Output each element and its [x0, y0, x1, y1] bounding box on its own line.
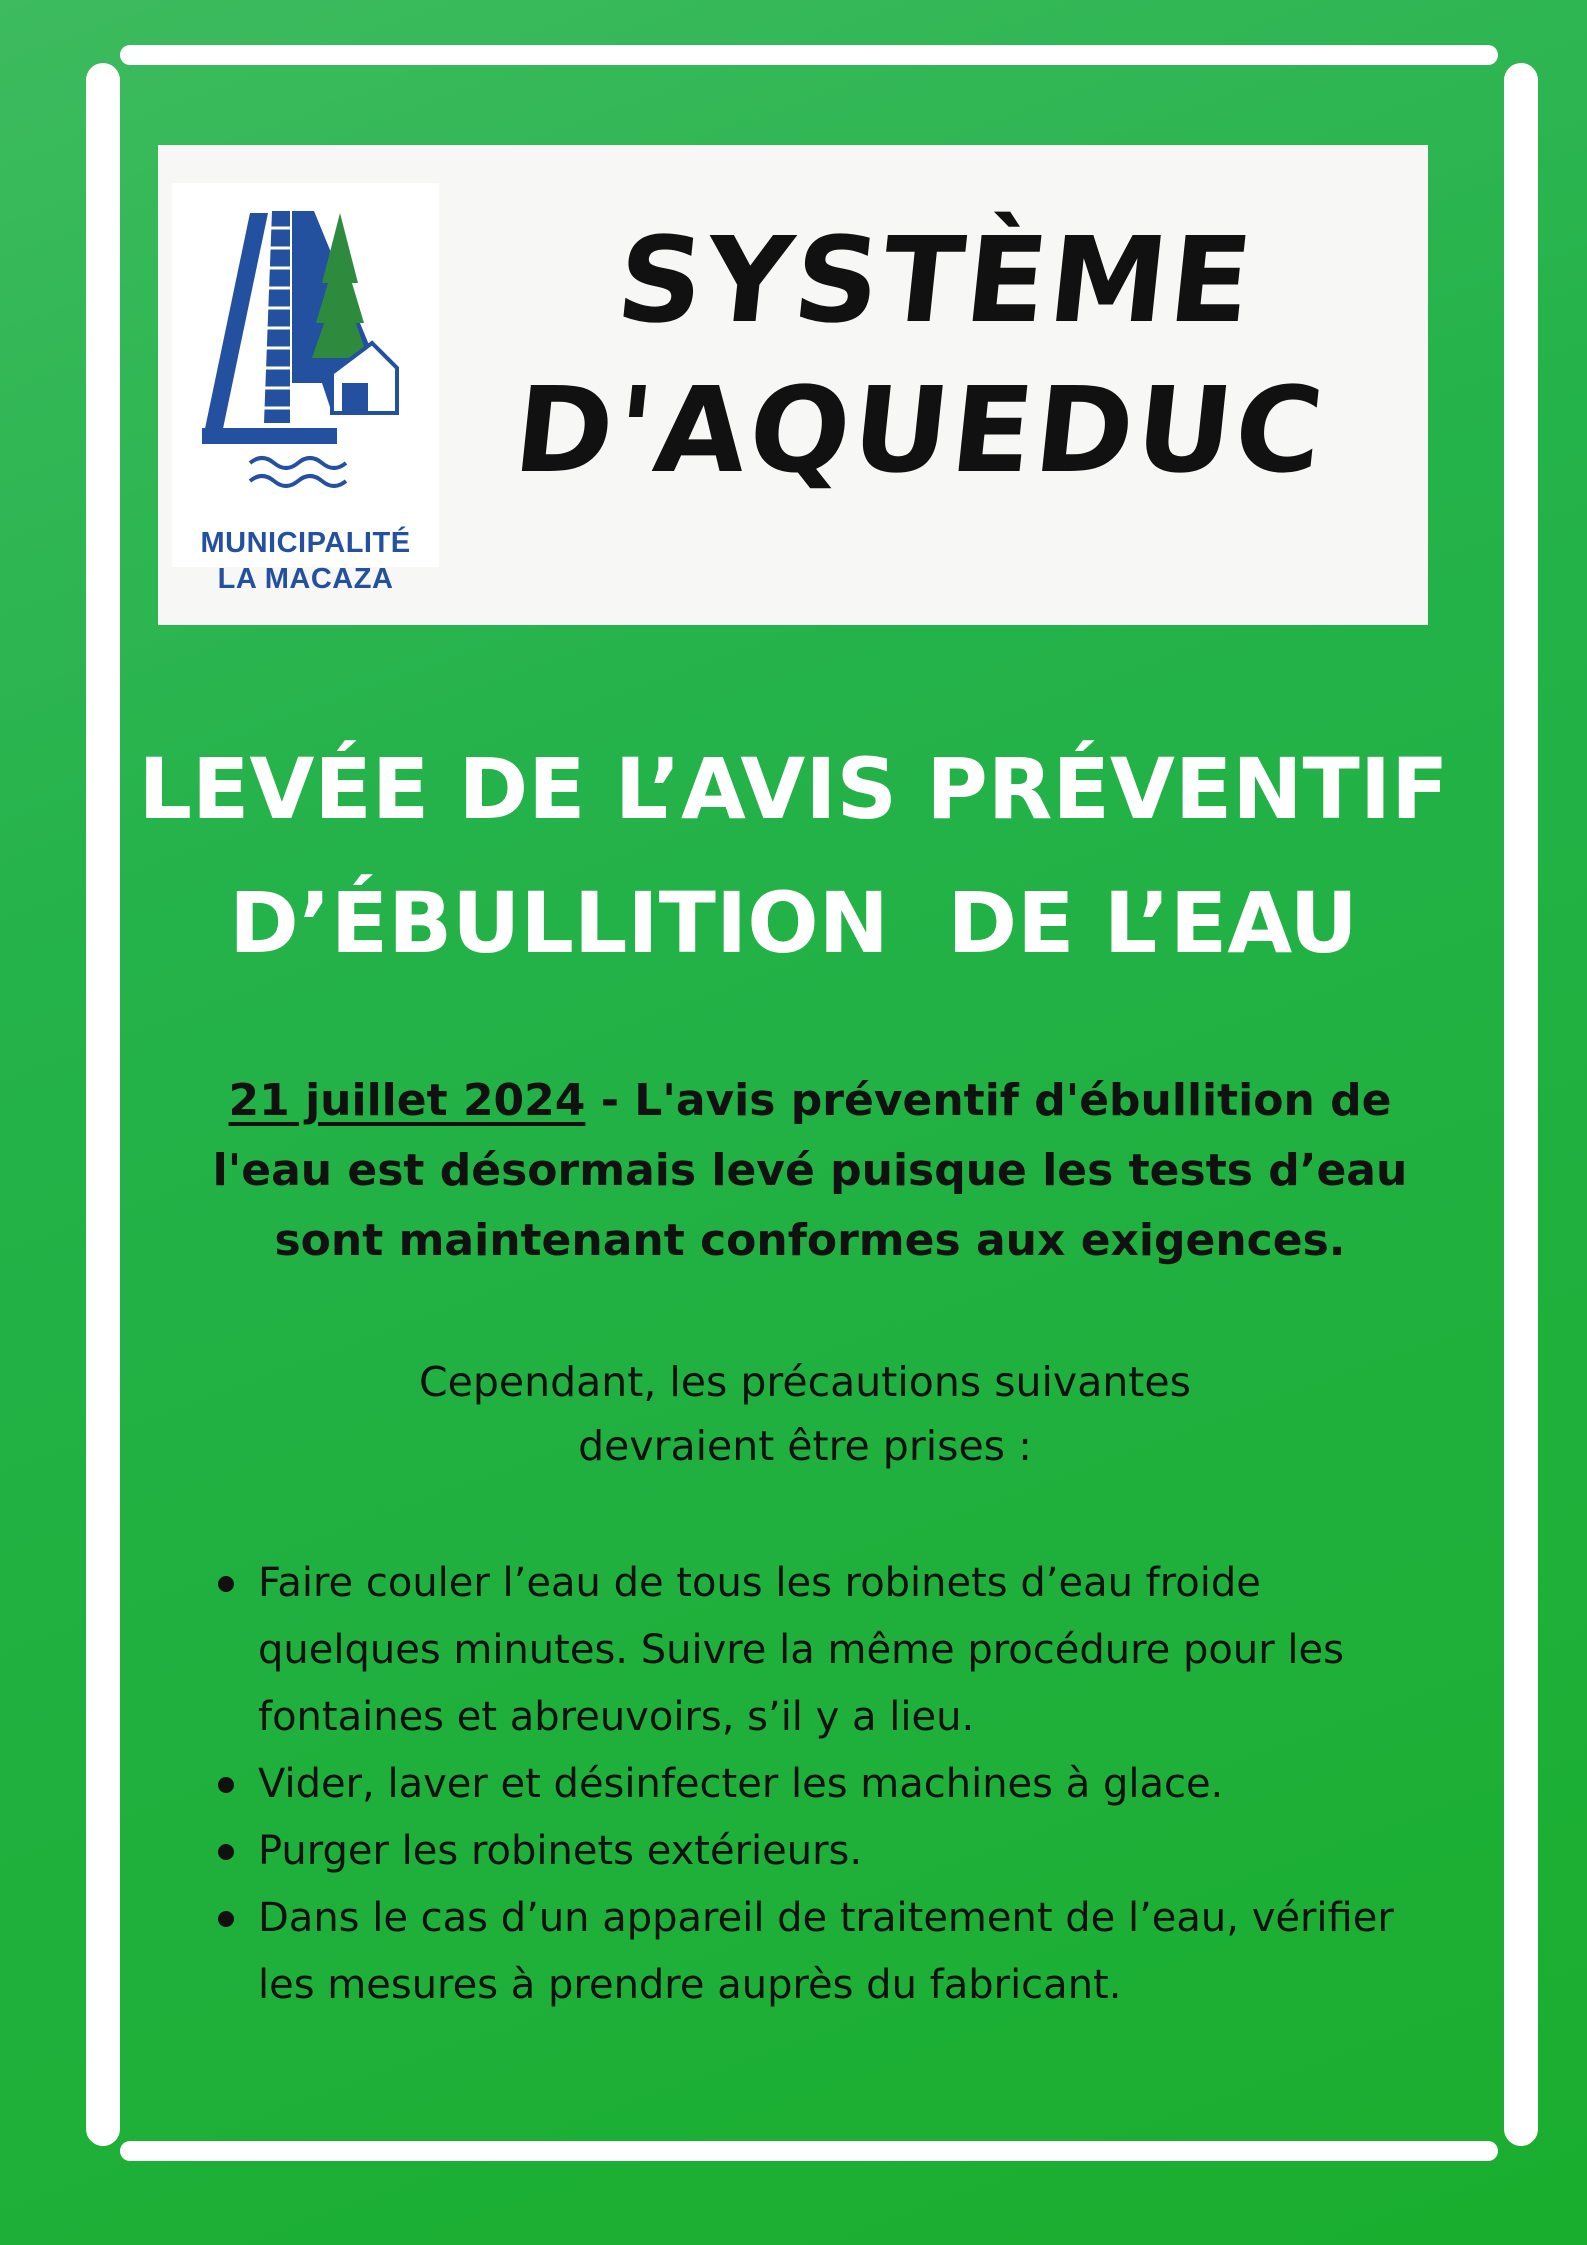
- banner-title-line1: SYSTÈME: [610, 211, 1261, 349]
- list-item: Faire couler l’eau de tous les robinets d’eau froide quelques minutes. Suivre la même procédure pour les fontaines et abreuvoirs, s’il y a lieu.: [210, 1550, 1450, 1751]
- notice-text: - L'avis préventif d'ébullition de l'eau est désormais levé puisque les tests d’eau sont maintenant conformes aux exigences.: [212, 1075, 1408, 1266]
- municipal-logo-icon: [172, 183, 439, 567]
- logo-name-line1: MUNICIPALITÉ: [200, 527, 411, 559]
- municipality-logo: [172, 183, 439, 595]
- intro-line2: devraient être prises :: [578, 1422, 1032, 1470]
- list-item: Purger les robinets extérieurs.: [210, 1818, 1450, 1885]
- banner-title: [462, 205, 1394, 505]
- notice-date: 21 juillet 2024: [228, 1075, 586, 1126]
- precautions-intro: [280, 1350, 1330, 1478]
- headline-line1: LEVÉE DE L’AVIS PRÉVENTIF: [138, 740, 1449, 838]
- frame-top-border: [120, 45, 1498, 65]
- frame-bottom-border: [120, 2141, 1498, 2161]
- list-item: Dans le cas d’un appareil de traitement de l’eau, vérifier les mesures à prendre auprès du fabricant.: [210, 1885, 1450, 2019]
- notice-paragraph: [170, 1066, 1450, 1276]
- title-banner: [158, 145, 1428, 625]
- headline-line2: D’ÉBULLITION DE L’EAU: [229, 874, 1358, 972]
- logo-name-line2: LA MACAZA: [217, 563, 394, 595]
- frame-right-border: [1504, 63, 1538, 2146]
- intro-line1: Cependant, les précautions suivantes: [419, 1358, 1191, 1406]
- list-item: Vider, laver et désinfecter les machines à glace.: [210, 1751, 1450, 1818]
- frame-left-border: [86, 63, 120, 2146]
- banner-title-line2: D'AQUEDUC: [508, 361, 1333, 499]
- precautions-list: [210, 1550, 1450, 2019]
- notice-headline: [100, 722, 1487, 990]
